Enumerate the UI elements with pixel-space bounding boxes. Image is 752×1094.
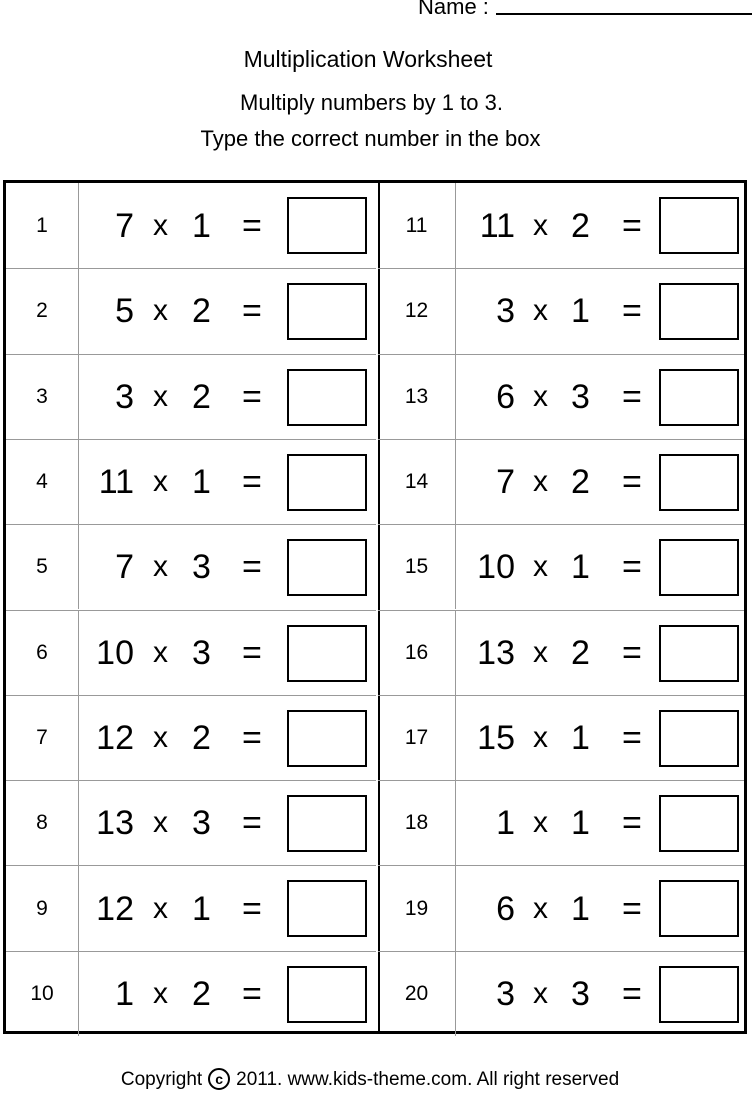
problem-row [6,183,376,268]
equals-sign: = [242,548,262,587]
operand-a: 5 [115,292,134,331]
problem-number: 20 [378,952,456,1036]
operand-a: 7 [115,206,134,245]
answer-box[interactable] [287,625,367,682]
operand-b: 1 [571,804,590,843]
answer-box[interactable] [659,283,739,340]
times-sign: x [153,976,168,1010]
problem-number: 4 [6,440,79,524]
equals-sign: = [242,974,262,1013]
problem-number: 2 [6,269,79,353]
problem-number: 16 [378,611,456,695]
problem-row [6,780,376,865]
operand-b: 2 [192,377,211,416]
problem-row [378,524,744,609]
times-sign: x [533,635,548,669]
operand-b: 2 [571,206,590,245]
times-sign: x [153,550,168,584]
times-sign: x [153,635,168,669]
operand-b: 1 [192,889,211,928]
answer-box[interactable] [659,880,739,937]
operand-a: 10 [96,633,134,672]
equals-sign: = [242,889,262,928]
equals-sign: = [242,377,262,416]
operand-a: 7 [496,463,515,502]
operand-a: 6 [496,889,515,928]
problem-grid [3,180,747,1034]
equals-sign: = [242,718,262,757]
problem-row [6,268,376,353]
answer-box[interactable] [659,710,739,767]
operand-a: 1 [496,804,515,843]
times-sign: x [533,294,548,328]
operand-a: 11 [98,463,134,502]
problem-number: 8 [6,781,79,865]
answer-box[interactable] [659,454,739,511]
operand-a: 3 [115,377,134,416]
answer-box[interactable] [287,369,367,426]
answer-box[interactable] [287,454,367,511]
equals-sign: = [622,377,642,416]
operand-a: 1 [115,974,134,1013]
problem-row [378,865,744,950]
problem-row [6,610,376,695]
answer-box[interactable] [287,283,367,340]
times-sign: x [153,720,168,754]
operand-a: 13 [477,633,515,672]
operand-b: 3 [192,548,211,587]
operand-a: 11 [479,206,515,245]
operand-b: 2 [571,633,590,672]
times-sign: x [533,208,548,242]
answer-box[interactable] [287,795,367,852]
equals-sign: = [622,633,642,672]
operand-a: 12 [96,889,134,928]
operand-a: 6 [496,377,515,416]
problem-number: 18 [378,781,456,865]
problem-number: 17 [378,696,456,780]
problem-row [378,610,744,695]
answer-box[interactable] [287,710,367,767]
answer-box[interactable] [287,539,367,596]
answer-box[interactable] [659,369,739,426]
problem-row [6,695,376,780]
problem-row [378,268,744,353]
equals-sign: = [622,974,642,1013]
problem-number: 1 [6,183,79,268]
times-sign: x [153,294,168,328]
operand-a: 13 [96,804,134,843]
operand-b: 1 [192,206,211,245]
times-sign: x [533,976,548,1010]
equals-sign: = [622,463,642,502]
problem-row [6,439,376,524]
problem-row [378,951,744,1036]
problem-row [378,354,744,439]
problem-row [378,780,744,865]
problem-number: 10 [6,952,79,1036]
answer-box[interactable] [287,197,367,254]
problem-row [6,354,376,439]
operand-a: 12 [96,718,134,757]
times-sign: x [153,208,168,242]
equals-sign: = [242,463,262,502]
problem-number: 6 [6,611,79,695]
times-sign: x [153,806,168,840]
equals-sign: = [622,206,642,245]
problem-number: 9 [6,866,79,950]
times-sign: x [153,891,168,925]
answer-box[interactable] [659,625,739,682]
equals-sign: = [622,548,642,587]
operand-a: 7 [115,548,134,587]
copyright-text: 2011. www.kids-theme.com. All right reserved [236,1069,620,1090]
answer-box[interactable] [287,966,367,1023]
equals-sign: = [622,804,642,843]
times-sign: x [153,465,168,499]
operand-b: 3 [192,804,211,843]
problem-row [6,951,376,1036]
problem-row [6,524,376,609]
operand-b: 2 [192,718,211,757]
operand-b: 1 [571,292,590,331]
page-title: Multiplication Worksheet [243,46,493,72]
instruction: Type the correct number in the box [200,126,541,151]
copyright-label: Copyright [120,1069,203,1090]
problem-number: 13 [378,355,456,439]
name-label: Name : [418,0,489,19]
operand-b: 1 [192,463,211,502]
equals-sign: = [242,206,262,245]
operand-b: 3 [571,377,590,416]
times-sign: x [533,550,548,584]
times-sign: x [153,379,168,413]
operand-b: 2 [192,292,211,331]
operand-b: 3 [571,974,590,1013]
answer-box[interactable] [659,539,739,596]
name-line [496,13,752,15]
answer-box[interactable] [659,197,739,254]
problem-row [6,865,376,950]
times-sign: x [533,720,548,754]
times-sign: x [533,891,548,925]
problem-number: 11 [378,183,456,268]
times-sign: x [533,806,548,840]
problem-number: 7 [6,696,79,780]
operand-b: 2 [192,974,211,1013]
operand-b: 2 [571,463,590,502]
problem-number: 3 [6,355,79,439]
equals-sign: = [622,718,642,757]
equals-sign: = [622,292,642,331]
problem-number: 5 [6,525,79,609]
problem-number: 19 [378,866,456,950]
operand-a: 10 [477,548,515,587]
footer [0,1068,740,1091]
problem-number: 15 [378,525,456,609]
operand-a: 3 [496,974,515,1013]
equals-sign: = [242,633,262,672]
answer-box[interactable] [287,880,367,937]
equals-sign: = [242,292,262,331]
problem-row [378,439,744,524]
operand-a: 3 [496,292,515,331]
problem-row [378,183,744,268]
operand-b: 3 [192,633,211,672]
subtitle: Multiply numbers by 1 to 3. [240,90,503,115]
answer-box[interactable] [659,795,739,852]
operand-b: 1 [571,889,590,928]
problem-row [378,695,744,780]
times-sign: x [533,379,548,413]
times-sign: x [533,465,548,499]
problem-number: 14 [378,440,456,524]
equals-sign: = [242,804,262,843]
problem-number: 12 [378,269,456,353]
equals-sign: = [622,889,642,928]
copyright-icon: c [208,1068,230,1090]
answer-box[interactable] [659,966,739,1023]
operand-a: 15 [477,718,515,757]
operand-b: 1 [571,718,590,757]
operand-b: 1 [571,548,590,587]
